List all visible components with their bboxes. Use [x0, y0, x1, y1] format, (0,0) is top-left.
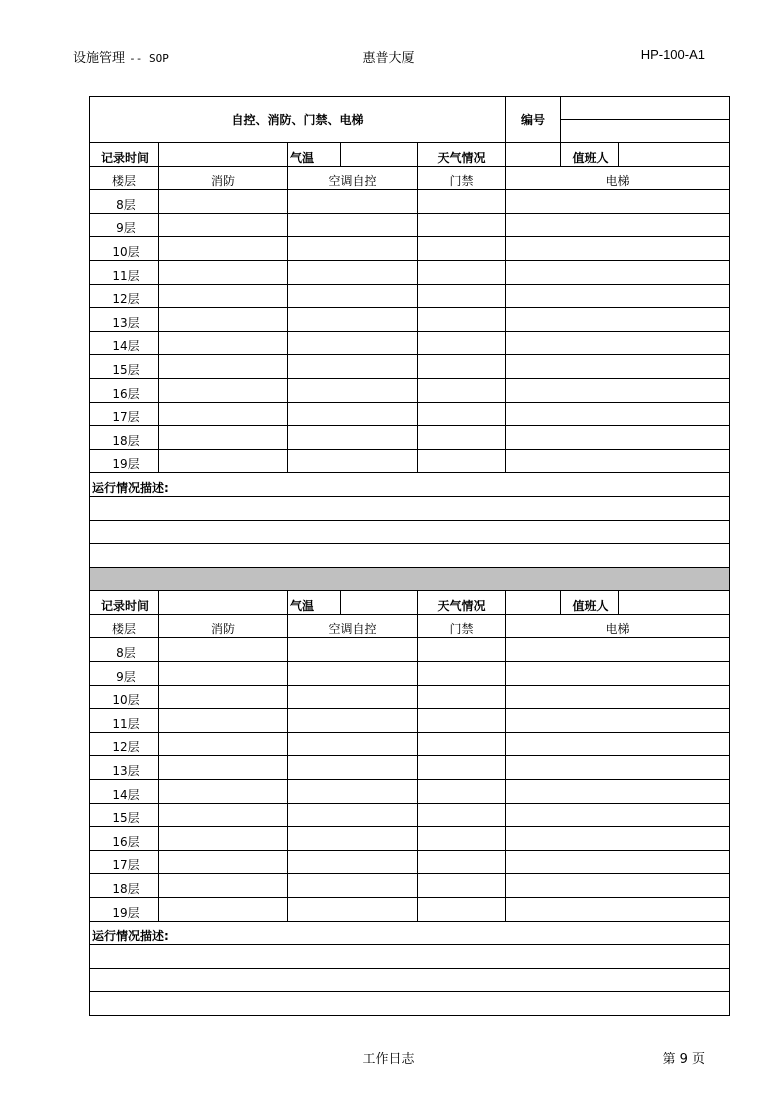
info-row	[90, 591, 730, 615]
floor-label: 16层	[90, 827, 159, 851]
number-label: 编号	[506, 97, 561, 143]
fire-cell[interactable]	[159, 662, 288, 686]
fire-cell[interactable]	[159, 402, 288, 426]
elevator-column-header: 电梯	[506, 166, 730, 190]
floor-row	[90, 402, 730, 426]
description-line-row	[90, 520, 730, 544]
floor-row	[90, 803, 730, 827]
elevator-cell[interactable]	[506, 284, 730, 308]
fire-cell[interactable]	[159, 638, 288, 662]
on-duty-label: 值班人	[561, 591, 619, 615]
temperature-label: 气温	[288, 143, 341, 167]
access-column-header: 门禁	[418, 614, 506, 638]
floor-label: 11层	[90, 709, 159, 733]
on-duty-label: 值班人	[561, 143, 619, 167]
floor-row	[90, 756, 730, 780]
floor-label: 8层	[90, 638, 159, 662]
floor-label: 19层	[90, 898, 159, 922]
elevator-cell[interactable]	[506, 732, 730, 756]
hvac-cell[interactable]	[288, 213, 418, 237]
header-doc-code: HP-100-A1	[640, 47, 705, 62]
record-time-field[interactable]	[159, 143, 288, 167]
elevator-cell[interactable]	[506, 378, 730, 402]
elevator-cell[interactable]	[506, 426, 730, 450]
fire-cell[interactable]	[159, 449, 288, 473]
hvac-cell[interactable]	[288, 402, 418, 426]
floor-row	[90, 213, 730, 237]
hvac-cell[interactable]	[288, 709, 418, 733]
hvac-cell[interactable]	[288, 803, 418, 827]
access-cell[interactable]	[418, 213, 506, 237]
fire-cell[interactable]	[159, 874, 288, 898]
hvac-cell[interactable]	[288, 898, 418, 922]
floor-label: 9层	[90, 213, 159, 237]
access-cell[interactable]	[418, 685, 506, 709]
fire-cell[interactable]	[159, 260, 288, 284]
weather-label: 天气情况	[418, 143, 506, 167]
floor-row	[90, 426, 730, 450]
access-cell[interactable]	[418, 709, 506, 733]
section-separator	[90, 567, 730, 591]
section-separator-bar	[90, 567, 730, 591]
hvac-cell[interactable]	[288, 260, 418, 284]
record-time-field[interactable]	[159, 591, 288, 615]
on-duty-field[interactable]	[619, 591, 730, 615]
fire-cell[interactable]	[159, 308, 288, 332]
description-line[interactable]	[90, 968, 730, 992]
fire-cell[interactable]	[159, 827, 288, 851]
description-line[interactable]	[90, 496, 730, 520]
elevator-cell[interactable]	[506, 449, 730, 473]
elevator-cell[interactable]	[506, 685, 730, 709]
floor-label: 17层	[90, 850, 159, 874]
floor-column-header: 楼层	[90, 166, 159, 190]
floor-label: 10层	[90, 237, 159, 261]
description-label: 运行情况描述:	[90, 921, 730, 945]
description-line-row	[90, 968, 730, 992]
access-cell[interactable]	[418, 237, 506, 261]
access-cell[interactable]	[418, 638, 506, 662]
floor-label: 9层	[90, 662, 159, 686]
floor-row	[90, 331, 730, 355]
fire-cell[interactable]	[159, 426, 288, 450]
hvac-cell[interactable]	[288, 449, 418, 473]
floor-label: 13层	[90, 756, 159, 780]
access-cell[interactable]	[418, 874, 506, 898]
access-cell[interactable]	[418, 190, 506, 214]
log-form-table	[89, 96, 730, 1016]
column-header-row	[90, 166, 730, 190]
elevator-cell[interactable]	[506, 260, 730, 284]
elevator-cell[interactable]	[506, 709, 730, 733]
elevator-cell[interactable]	[506, 355, 730, 379]
floor-label: 15层	[90, 803, 159, 827]
floor-row	[90, 850, 730, 874]
access-cell[interactable]	[418, 426, 506, 450]
fire-cell[interactable]	[159, 732, 288, 756]
hvac-cell[interactable]	[288, 685, 418, 709]
description-line-row	[90, 945, 730, 969]
access-cell[interactable]	[418, 850, 506, 874]
floor-row	[90, 355, 730, 379]
header-department: 设施管理	[73, 51, 126, 66]
description-line[interactable]	[90, 945, 730, 969]
weather-field[interactable]	[506, 591, 561, 615]
footer-title: 工作日志	[362, 1052, 415, 1067]
floor-label: 8层	[90, 190, 159, 214]
fire-cell[interactable]	[159, 756, 288, 780]
access-cell[interactable]	[418, 756, 506, 780]
fire-cell[interactable]	[159, 284, 288, 308]
weather-label: 天气情况	[418, 591, 506, 615]
header-sop-code: -- SOP	[129, 52, 169, 65]
info-row	[90, 143, 730, 167]
floor-label: 12层	[90, 732, 159, 756]
elevator-cell[interactable]	[506, 331, 730, 355]
floor-label: 12层	[90, 284, 159, 308]
elevator-cell[interactable]	[506, 756, 730, 780]
elevator-cell[interactable]	[506, 308, 730, 332]
temperature-label: 气温	[288, 591, 341, 615]
floor-label: 18层	[90, 874, 159, 898]
hvac-cell[interactable]	[288, 284, 418, 308]
number-value-cell-2[interactable]	[561, 120, 730, 143]
floor-label: 17层	[90, 402, 159, 426]
fire-cell[interactable]	[159, 685, 288, 709]
hvac-cell[interactable]	[288, 308, 418, 332]
on-duty-field[interactable]	[619, 143, 730, 167]
hvac-cell[interactable]	[288, 827, 418, 851]
fire-cell[interactable]	[159, 850, 288, 874]
hvac-cell[interactable]	[288, 378, 418, 402]
elevator-column-header: 电梯	[506, 614, 730, 638]
access-cell[interactable]	[418, 803, 506, 827]
floor-row	[90, 685, 730, 709]
description-line-row	[90, 544, 730, 568]
access-cell[interactable]	[418, 449, 506, 473]
hvac-cell[interactable]	[288, 662, 418, 686]
floor-row	[90, 638, 730, 662]
elevator-cell[interactable]	[506, 213, 730, 237]
access-cell[interactable]	[418, 402, 506, 426]
fire-cell[interactable]	[159, 378, 288, 402]
access-column-header: 门禁	[418, 166, 506, 190]
elevator-cell[interactable]	[506, 638, 730, 662]
hvac-cell[interactable]	[288, 874, 418, 898]
fire-cell[interactable]	[159, 355, 288, 379]
floor-row	[90, 308, 730, 332]
floor-label: 15层	[90, 355, 159, 379]
access-cell[interactable]	[418, 780, 506, 804]
floor-row	[90, 662, 730, 686]
access-cell[interactable]	[418, 308, 506, 332]
description-line-row	[90, 992, 730, 1016]
description-label-row	[90, 473, 730, 497]
elevator-cell[interactable]	[506, 402, 730, 426]
elevator-cell[interactable]	[506, 662, 730, 686]
floor-label: 19层	[90, 449, 159, 473]
hvac-cell[interactable]	[288, 190, 418, 214]
floor-row	[90, 780, 730, 804]
hvac-cell[interactable]	[288, 638, 418, 662]
temperature-field[interactable]	[341, 591, 418, 615]
elevator-cell[interactable]	[506, 190, 730, 214]
description-line[interactable]	[90, 992, 730, 1016]
floor-label: 13层	[90, 308, 159, 332]
fire-cell[interactable]	[159, 898, 288, 922]
hvac-cell[interactable]	[288, 237, 418, 261]
elevator-cell[interactable]	[506, 898, 730, 922]
access-cell[interactable]	[418, 827, 506, 851]
floor-row	[90, 449, 730, 473]
temperature-field[interactable]	[341, 143, 418, 167]
description-line[interactable]	[90, 544, 730, 568]
hvac-cell[interactable]	[288, 355, 418, 379]
fire-cell[interactable]	[159, 709, 288, 733]
description-line[interactable]	[90, 520, 730, 544]
fire-cell[interactable]	[159, 190, 288, 214]
header-building: 惠普大厦	[362, 51, 415, 66]
number-value-cell-1[interactable]	[561, 97, 730, 120]
fire-cell[interactable]	[159, 803, 288, 827]
hvac-cell[interactable]	[288, 756, 418, 780]
record-time-label: 记录时间	[90, 143, 159, 167]
floor-row	[90, 827, 730, 851]
floor-label: 16层	[90, 378, 159, 402]
description-line-row	[90, 496, 730, 520]
elevator-cell[interactable]	[506, 803, 730, 827]
floor-row	[90, 898, 730, 922]
fire-cell[interactable]	[159, 780, 288, 804]
column-header-row	[90, 614, 730, 638]
form-title: 自控、消防、门禁、电梯	[90, 97, 506, 143]
access-cell[interactable]	[418, 898, 506, 922]
floor-row	[90, 709, 730, 733]
access-cell[interactable]	[418, 378, 506, 402]
hvac-cell[interactable]	[288, 780, 418, 804]
floor-label: 18层	[90, 426, 159, 450]
floor-row	[90, 284, 730, 308]
access-cell[interactable]	[418, 355, 506, 379]
floor-row	[90, 260, 730, 284]
floor-label: 10层	[90, 685, 159, 709]
fire-cell[interactable]	[159, 237, 288, 261]
description-label: 运行情况描述:	[90, 473, 730, 497]
elevator-cell[interactable]	[506, 874, 730, 898]
access-cell[interactable]	[418, 284, 506, 308]
elevator-cell[interactable]	[506, 780, 730, 804]
access-cell[interactable]	[418, 732, 506, 756]
fire-column-header: 消防	[159, 614, 288, 638]
footer-page-number: 第 9 页	[662, 1052, 705, 1067]
fire-column-header: 消防	[159, 166, 288, 190]
hvac-cell[interactable]	[288, 331, 418, 355]
floor-row	[90, 732, 730, 756]
title-row	[90, 97, 730, 120]
access-cell[interactable]	[418, 331, 506, 355]
access-cell[interactable]	[418, 260, 506, 284]
fire-cell[interactable]	[159, 331, 288, 355]
elevator-cell[interactable]	[506, 850, 730, 874]
floor-row	[90, 378, 730, 402]
access-cell[interactable]	[418, 662, 506, 686]
hvac-cell[interactable]	[288, 426, 418, 450]
elevator-cell[interactable]	[506, 237, 730, 261]
hvac-column-header: 空调自控	[288, 166, 418, 190]
hvac-cell[interactable]	[288, 850, 418, 874]
fire-cell[interactable]	[159, 213, 288, 237]
floor-label: 14层	[90, 331, 159, 355]
description-label-row	[90, 921, 730, 945]
hvac-column-header: 空调自控	[288, 614, 418, 638]
floor-row	[90, 874, 730, 898]
elevator-cell[interactable]	[506, 827, 730, 851]
floor-column-header: 楼层	[90, 614, 159, 638]
floor-label: 14层	[90, 780, 159, 804]
floor-label: 11层	[90, 260, 159, 284]
weather-field[interactable]	[506, 143, 561, 167]
hvac-cell[interactable]	[288, 732, 418, 756]
floor-row	[90, 237, 730, 261]
floor-row	[90, 190, 730, 214]
record-time-label: 记录时间	[90, 591, 159, 615]
